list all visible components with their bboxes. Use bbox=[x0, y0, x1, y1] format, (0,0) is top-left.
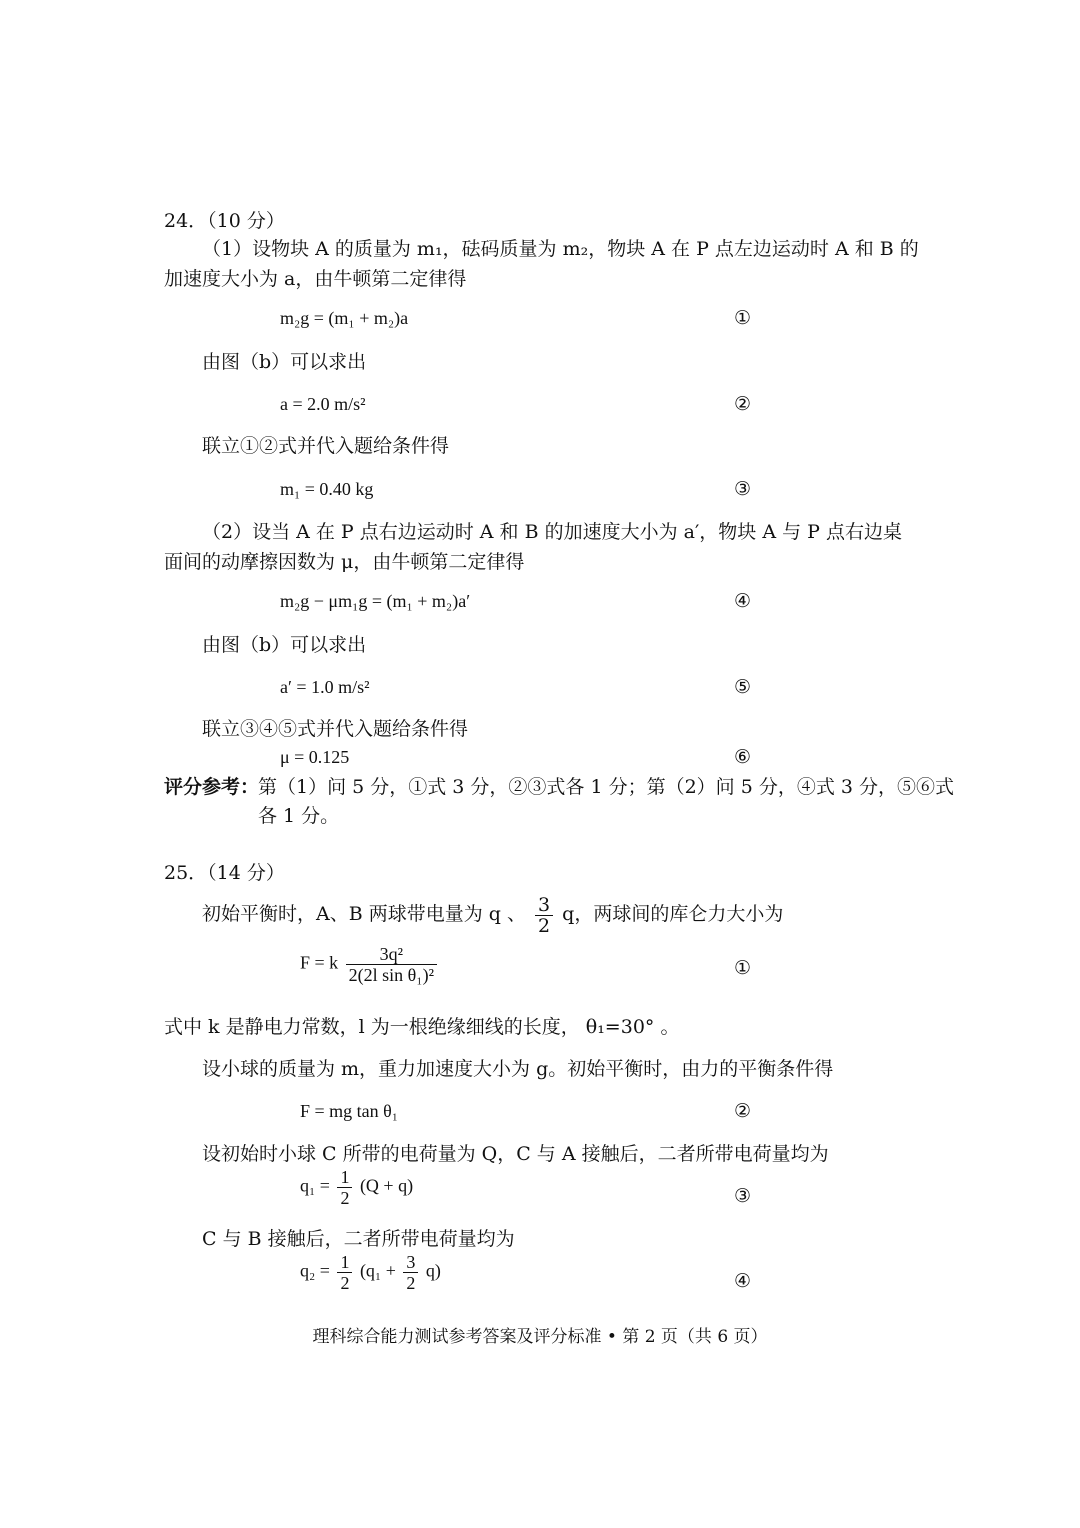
q24-equation-4: m₂g − μm₁g = (m₁ + m₂)a′ bbox=[280, 591, 471, 611]
q25-eq3-frac-num: 1 bbox=[340, 1167, 350, 1187]
q25-eq1-denominator: 2(2l sin θ₁)² bbox=[346, 964, 437, 985]
q24-text-4: 联立③④⑤式并代入题给条件得 bbox=[202, 718, 469, 740]
q25-eq3-frac-den: 2 bbox=[337, 1187, 352, 1208]
q25-equation-2: F = mg tan θ₁ bbox=[300, 1101, 399, 1121]
q25-eq4-frac2-num: 3 bbox=[406, 1252, 416, 1272]
q25-equation-1 bbox=[300, 944, 440, 985]
q24-paragraph-1: （1）设物块 A 的质量为 m₁，砝码质量为 m₂，物块 A 在 P 点左边运动时 A 和 B 的加速度大小为 a，由牛顿第二定律得 bbox=[164, 238, 919, 290]
q25-text-4: 设初始时小球 C 所带的电荷量为 Q，C 与 A 接触后，二者所带电荷量均为 bbox=[202, 1143, 829, 1165]
scoring-label: 评分参考： bbox=[164, 776, 260, 798]
q25-eq4-left: q₂ = bbox=[300, 1260, 330, 1281]
q24-equation-5: a′ = 1.0 m/s² bbox=[280, 677, 370, 697]
q24-equation-5-number: ⑤ bbox=[734, 676, 752, 698]
q25-text-1-fraction bbox=[535, 895, 553, 936]
q24-equation-1: m₂g = (m₁ + m₂)a bbox=[280, 308, 409, 328]
q24-text-3: 由图（b）可以求出 bbox=[202, 634, 367, 656]
q25-text-5: C 与 B 接触后，二者所带电荷量均为 bbox=[202, 1228, 515, 1250]
q25-text-1-frac-num: 3 bbox=[538, 893, 551, 916]
q25-eq4-right: q) bbox=[425, 1260, 441, 1281]
q25-text-2: 式中 k 是静电力常数，l 为一根绝缘细线的长度， θ₁=30° 。 bbox=[164, 1016, 680, 1038]
q24-equation-6-number: ⑥ bbox=[734, 746, 752, 768]
q24-equation-3-number: ③ bbox=[734, 478, 752, 500]
q24-equation-2: a = 2.0 m/s² bbox=[280, 394, 366, 414]
page-footer: 理科综合能力测试参考答案及评分标准 • 第 2 页（共 6 页） bbox=[312, 1327, 768, 1347]
q25-eq1-left: F = k bbox=[300, 952, 339, 973]
scoring-line-1: 第（1）问 5 分，①式 3 分，②③式各 1 分；第（2）问 5 分，④式 3 分，⑤⑥式 bbox=[258, 776, 955, 798]
scoring-line-2: 各 1 分。 bbox=[258, 805, 340, 827]
q25-eq4-mid: (q₁ + bbox=[359, 1260, 396, 1281]
q25-text-1-before: 初始平衡时，A、B 两球带电量为 q 、 bbox=[202, 903, 526, 925]
q25-eq4-fraction-2 bbox=[403, 1252, 418, 1293]
q24-header: 24．（10 分） bbox=[164, 210, 285, 232]
q25-eq4-fraction-1 bbox=[337, 1252, 352, 1293]
q25-eq4-frac2-den: 2 bbox=[403, 1272, 418, 1293]
q24-equation-6: μ = 0.125 bbox=[280, 747, 350, 767]
q25-equation-4 bbox=[300, 1252, 441, 1293]
q25-text-1-frac-den: 2 bbox=[535, 915, 553, 936]
q25-eq4-frac1-den: 2 bbox=[337, 1272, 352, 1293]
q25-header: 25．（14 分） bbox=[164, 862, 285, 884]
q25-eq3-fraction bbox=[337, 1167, 352, 1208]
q25-equation-1-number: ① bbox=[734, 957, 752, 979]
q25-text-1-after: q，两球间的库仑力大小为 bbox=[562, 903, 784, 925]
q25-equation-4-number: ④ bbox=[734, 1270, 752, 1292]
q24-paragraph-2: （2）设当 A 在 P 点右边运动时 A 和 B 的加速度大小为 a′，物块 A 与 P 点右边桌面间的动摩擦因数为 μ，由牛顿第二定律得 bbox=[164, 521, 902, 573]
q25-eq1-fraction bbox=[346, 944, 437, 985]
q24-equation-2-number: ② bbox=[734, 393, 752, 415]
q25-eq1-numerator: 3q² bbox=[379, 944, 404, 964]
q25-eq3-right: (Q + q) bbox=[359, 1175, 414, 1196]
q24-equation-3: m₁ = 0.40 kg bbox=[280, 479, 374, 499]
q24-equation-1-number: ① bbox=[734, 307, 752, 329]
q25-text-3: 设小球的质量为 m，重力加速度大小为 g。初始平衡时，由力的平衡条件得 bbox=[202, 1058, 834, 1080]
q25-eq4-frac1-num: 1 bbox=[340, 1252, 350, 1272]
q24-text-1: 由图（b）可以求出 bbox=[202, 351, 367, 373]
q24-text-2: 联立①②式并代入题给条件得 bbox=[202, 435, 450, 457]
q25-equation-3-number: ③ bbox=[734, 1185, 752, 1207]
q24-equation-4-number: ④ bbox=[734, 590, 752, 612]
q25-eq3-left: q₁ = bbox=[300, 1175, 330, 1196]
q25-equation-3 bbox=[300, 1167, 413, 1208]
q25-text-1 bbox=[202, 894, 783, 936]
q25-equation-2-number: ② bbox=[734, 1100, 752, 1122]
